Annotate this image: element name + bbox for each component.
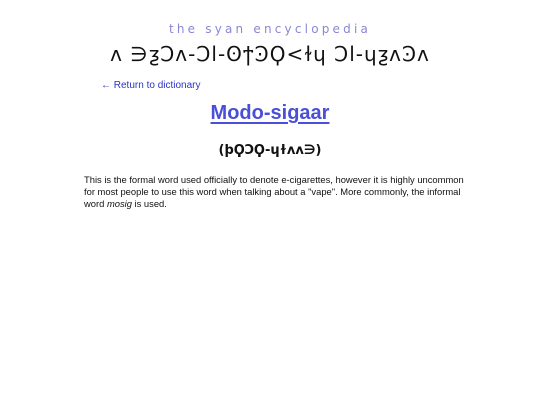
entry-body-text-before: This is the formal word used officially to denote e-cigarettes, however it is highly uncommon for most people to use this word when talking about a "vape". More commonly, the informal word bbox=[84, 174, 464, 209]
entry-body-italic-word: mosig bbox=[106, 198, 132, 209]
site-title-script: ʌ ∋ƺϽʌ-Ͻl-ʘϯϿϘ<ɫɥ Ͻl-ɥƺʌϿʌ bbox=[110, 42, 430, 66]
entry-transcription: (ϸϘϽϘ-ɥɫʌʌ∋) bbox=[218, 143, 322, 158]
back-to-dictionary-link[interactable]: ← Return to dictionary bbox=[101, 80, 201, 91]
entry-body-text-after: is used. bbox=[131, 198, 167, 209]
entry-title[interactable]: Modo-sigaar bbox=[210, 102, 330, 124]
entry-body bbox=[84, 174, 464, 210]
site-tagline: the syan encyclopedia bbox=[168, 22, 372, 36]
site-header bbox=[0, 22, 540, 66]
